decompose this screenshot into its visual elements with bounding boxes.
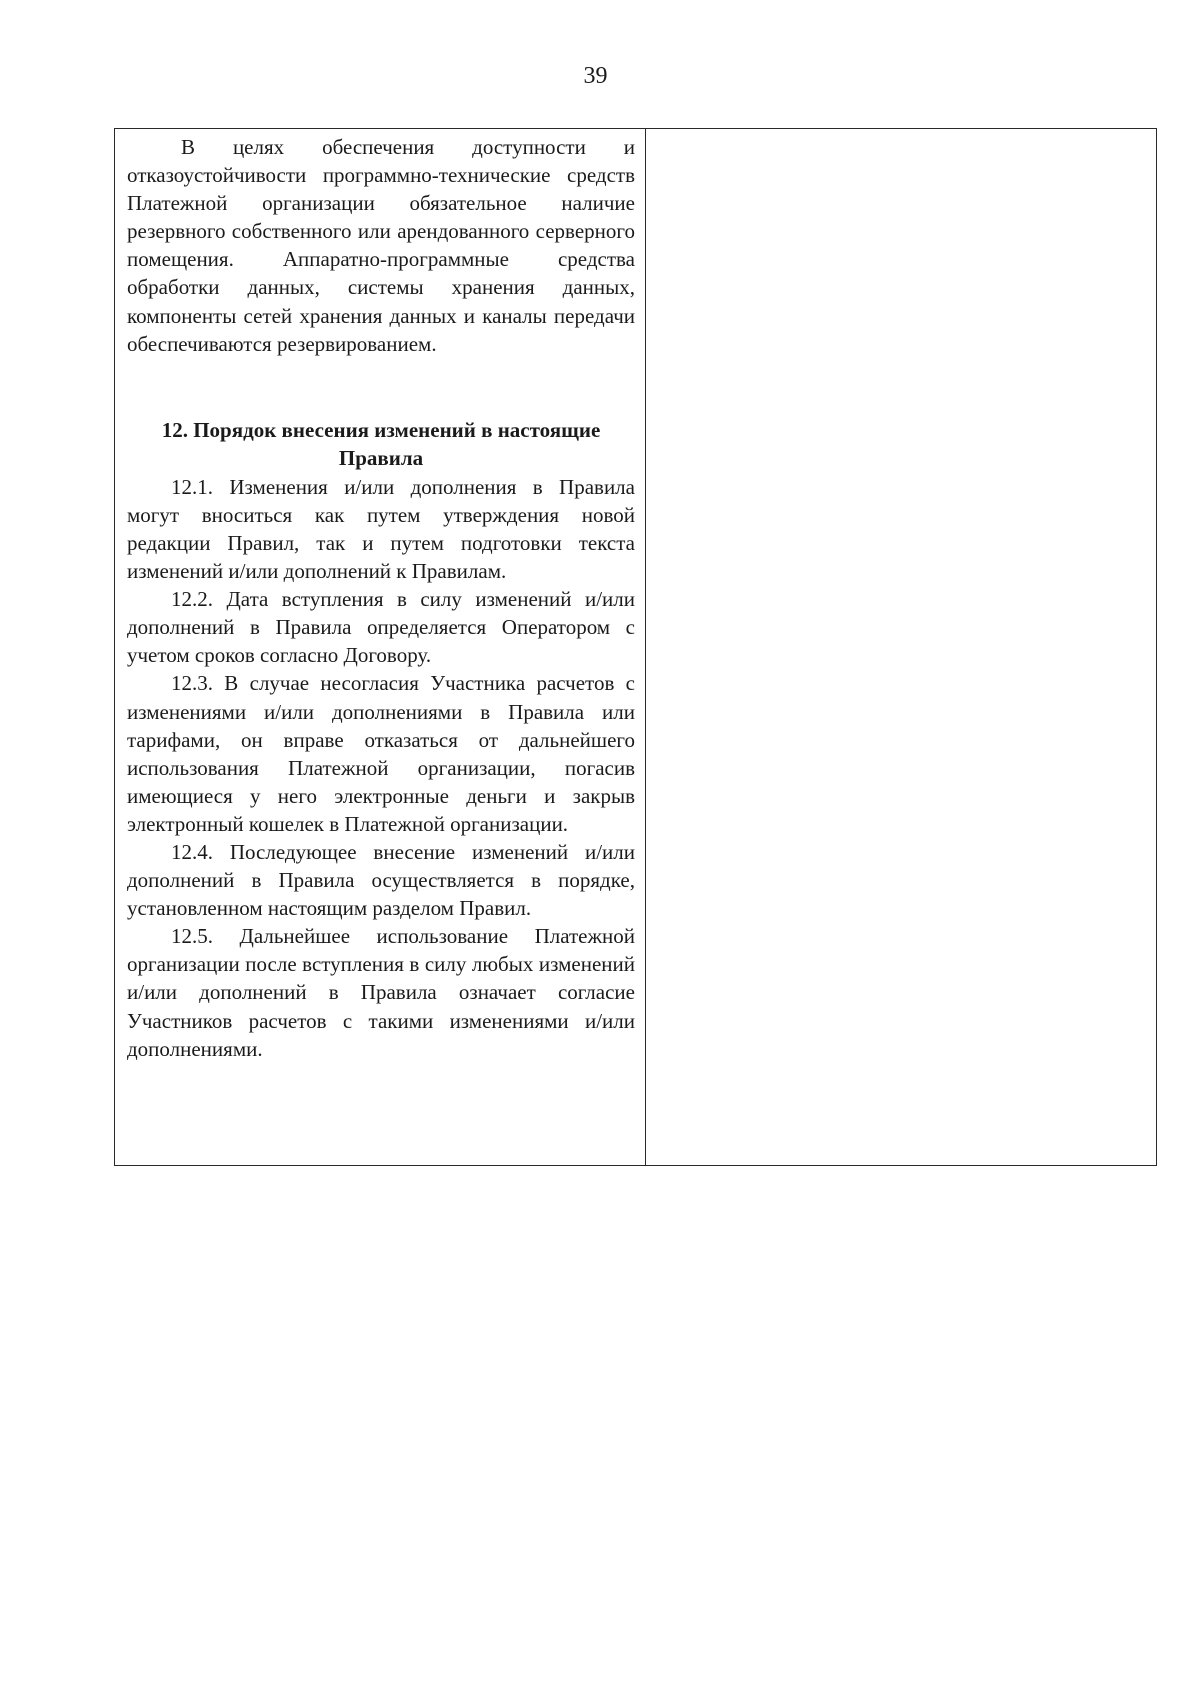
section-title: 12. Порядок внесения изменений в настоящие Правила [161, 417, 601, 471]
page-number: 39 [583, 63, 608, 89]
document-table [114, 128, 1157, 1166]
clause-12-2: 12.2. Дата вступления в силу изменений и/или дополнений в Правила определяется Оператором с учетом сроков согласно Договору. [127, 587, 635, 668]
clause-12-1: 12.1. Изменения и/или дополнения в Правила могут вноситься как путем утверждения новой редакции Правил, так и путем подготовки текста изменений и/или дополнений к Правилам. [127, 474, 635, 584]
clause-12-4: 12.4. Последующее внесение изменений и/или дополнений в Правила осуществляется в порядке, установленном настоящим разделом Правил. [127, 839, 635, 921]
clause-12-3: 12.3. В случае несогласия Участника расчетов с изменениями и/или дополнениями в Правила или тарифами, он вправе отказаться от дальнейшего использования Платежной организации, погасив имеющиеся у него электронные деньги и закрыв электронный кошелек в Платежной организации. [127, 671, 635, 836]
clause-12-5: 12.5. Дальнейшее использование Платежной организации после вступления в силу любых изменений и/или дополнений в Правила означает согласие Участников расчетов с такими изменениями и/или дополнениями. [127, 924, 635, 1061]
intro-paragraph: В целях обеспечения доступности и отказоустойчивости программно-технические средств Платежной организации обязательное наличие резервного собственного или арендованного серверного помещения. Аппаратно-программные средства обработки данных, системы хранения данных, компоненты сетей хранения данных и каналы передачи обеспечиваются резервированием. [127, 135, 635, 356]
table-left-column [115, 129, 646, 1165]
table-right-column [646, 129, 1156, 1165]
